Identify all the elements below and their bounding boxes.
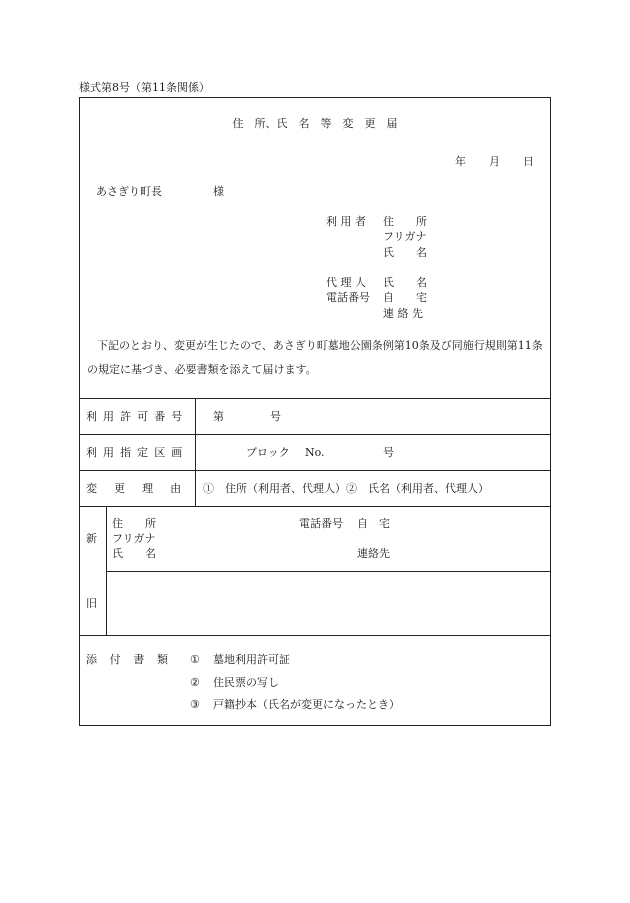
user-label: 利 用 者 bbox=[326, 215, 366, 228]
form-number-label: 様式第8号（第11条関係） bbox=[79, 81, 210, 94]
designated-plot-label: 利用指定区画 bbox=[86, 446, 189, 459]
addressee-name: あさぎり町長 bbox=[96, 185, 162, 198]
date-month: 月 bbox=[489, 155, 500, 168]
plot-block-label: ブロック bbox=[246, 446, 290, 459]
new-label: 新 bbox=[86, 532, 97, 545]
date-day: 日 bbox=[523, 155, 534, 168]
agent-label: 代 理 人 bbox=[326, 276, 366, 289]
row-divider bbox=[79, 434, 551, 435]
change-reason-label: 変更理由 bbox=[86, 482, 199, 495]
agent-phone-label: 電話番号 bbox=[326, 291, 370, 304]
row-divider bbox=[79, 635, 551, 636]
row-divider bbox=[79, 470, 551, 471]
new-phone-label: 電話番号 bbox=[299, 517, 343, 530]
new-name-label: 氏 名 bbox=[112, 547, 156, 560]
row-divider bbox=[79, 398, 551, 399]
row-divider bbox=[79, 506, 551, 507]
declaration-text: 下記のとおり、変更が生じたので、あさぎり町墓地公園条例第10条及び同施行規則第11条の規定に基づき、必要書類を添えて届けます。 bbox=[87, 339, 543, 376]
reason-option-name: ② 氏名（利用者、代理人） bbox=[346, 482, 489, 495]
attachment-number: ② bbox=[190, 676, 200, 689]
permit-number-prefix: 第 bbox=[213, 410, 224, 423]
agent-name-label: 氏 名 bbox=[383, 276, 427, 289]
plot-no-label: No. bbox=[305, 446, 325, 459]
agent-home-phone-label: 自 宅 bbox=[383, 291, 427, 304]
new-furigana-label: フリガナ bbox=[112, 532, 156, 545]
reason-option-address: ① 住所（利用者、代理人） bbox=[203, 482, 346, 495]
user-furigana-label: フリガナ bbox=[383, 230, 427, 243]
attachment-number: ① bbox=[190, 653, 200, 666]
new-home-phone-label: 自 宅 bbox=[357, 517, 390, 530]
row-divider bbox=[106, 571, 551, 572]
old-label: 旧 bbox=[86, 597, 97, 610]
attachments-label: 添付書類 bbox=[86, 653, 181, 666]
attachment-item: 戸籍抄本（氏名が変更になったとき） bbox=[213, 698, 400, 711]
user-name-label: 氏 名 bbox=[383, 246, 427, 259]
attachment-item: 住民票の写し bbox=[213, 676, 279, 689]
user-address-label: 住 所 bbox=[383, 215, 427, 228]
permit-number-label: 利用許可番号 bbox=[86, 410, 189, 423]
addressee-honorific: 様 bbox=[213, 185, 224, 198]
attachment-number: ③ bbox=[190, 698, 200, 711]
attachment-item: 墓地利用許可証 bbox=[213, 653, 290, 666]
new-old-column-divider bbox=[106, 506, 107, 635]
permit-number-suffix: 号 bbox=[270, 410, 281, 423]
new-contact-label: 連絡先 bbox=[357, 547, 390, 560]
plot-suffix: 号 bbox=[383, 446, 394, 459]
agent-contact-label: 連 絡 先 bbox=[383, 307, 423, 320]
date-year: 年 bbox=[455, 155, 466, 168]
document-title: 住 所、氏 名 等 変 更 届 bbox=[232, 117, 398, 130]
new-address-label: 住 所 bbox=[112, 517, 156, 530]
